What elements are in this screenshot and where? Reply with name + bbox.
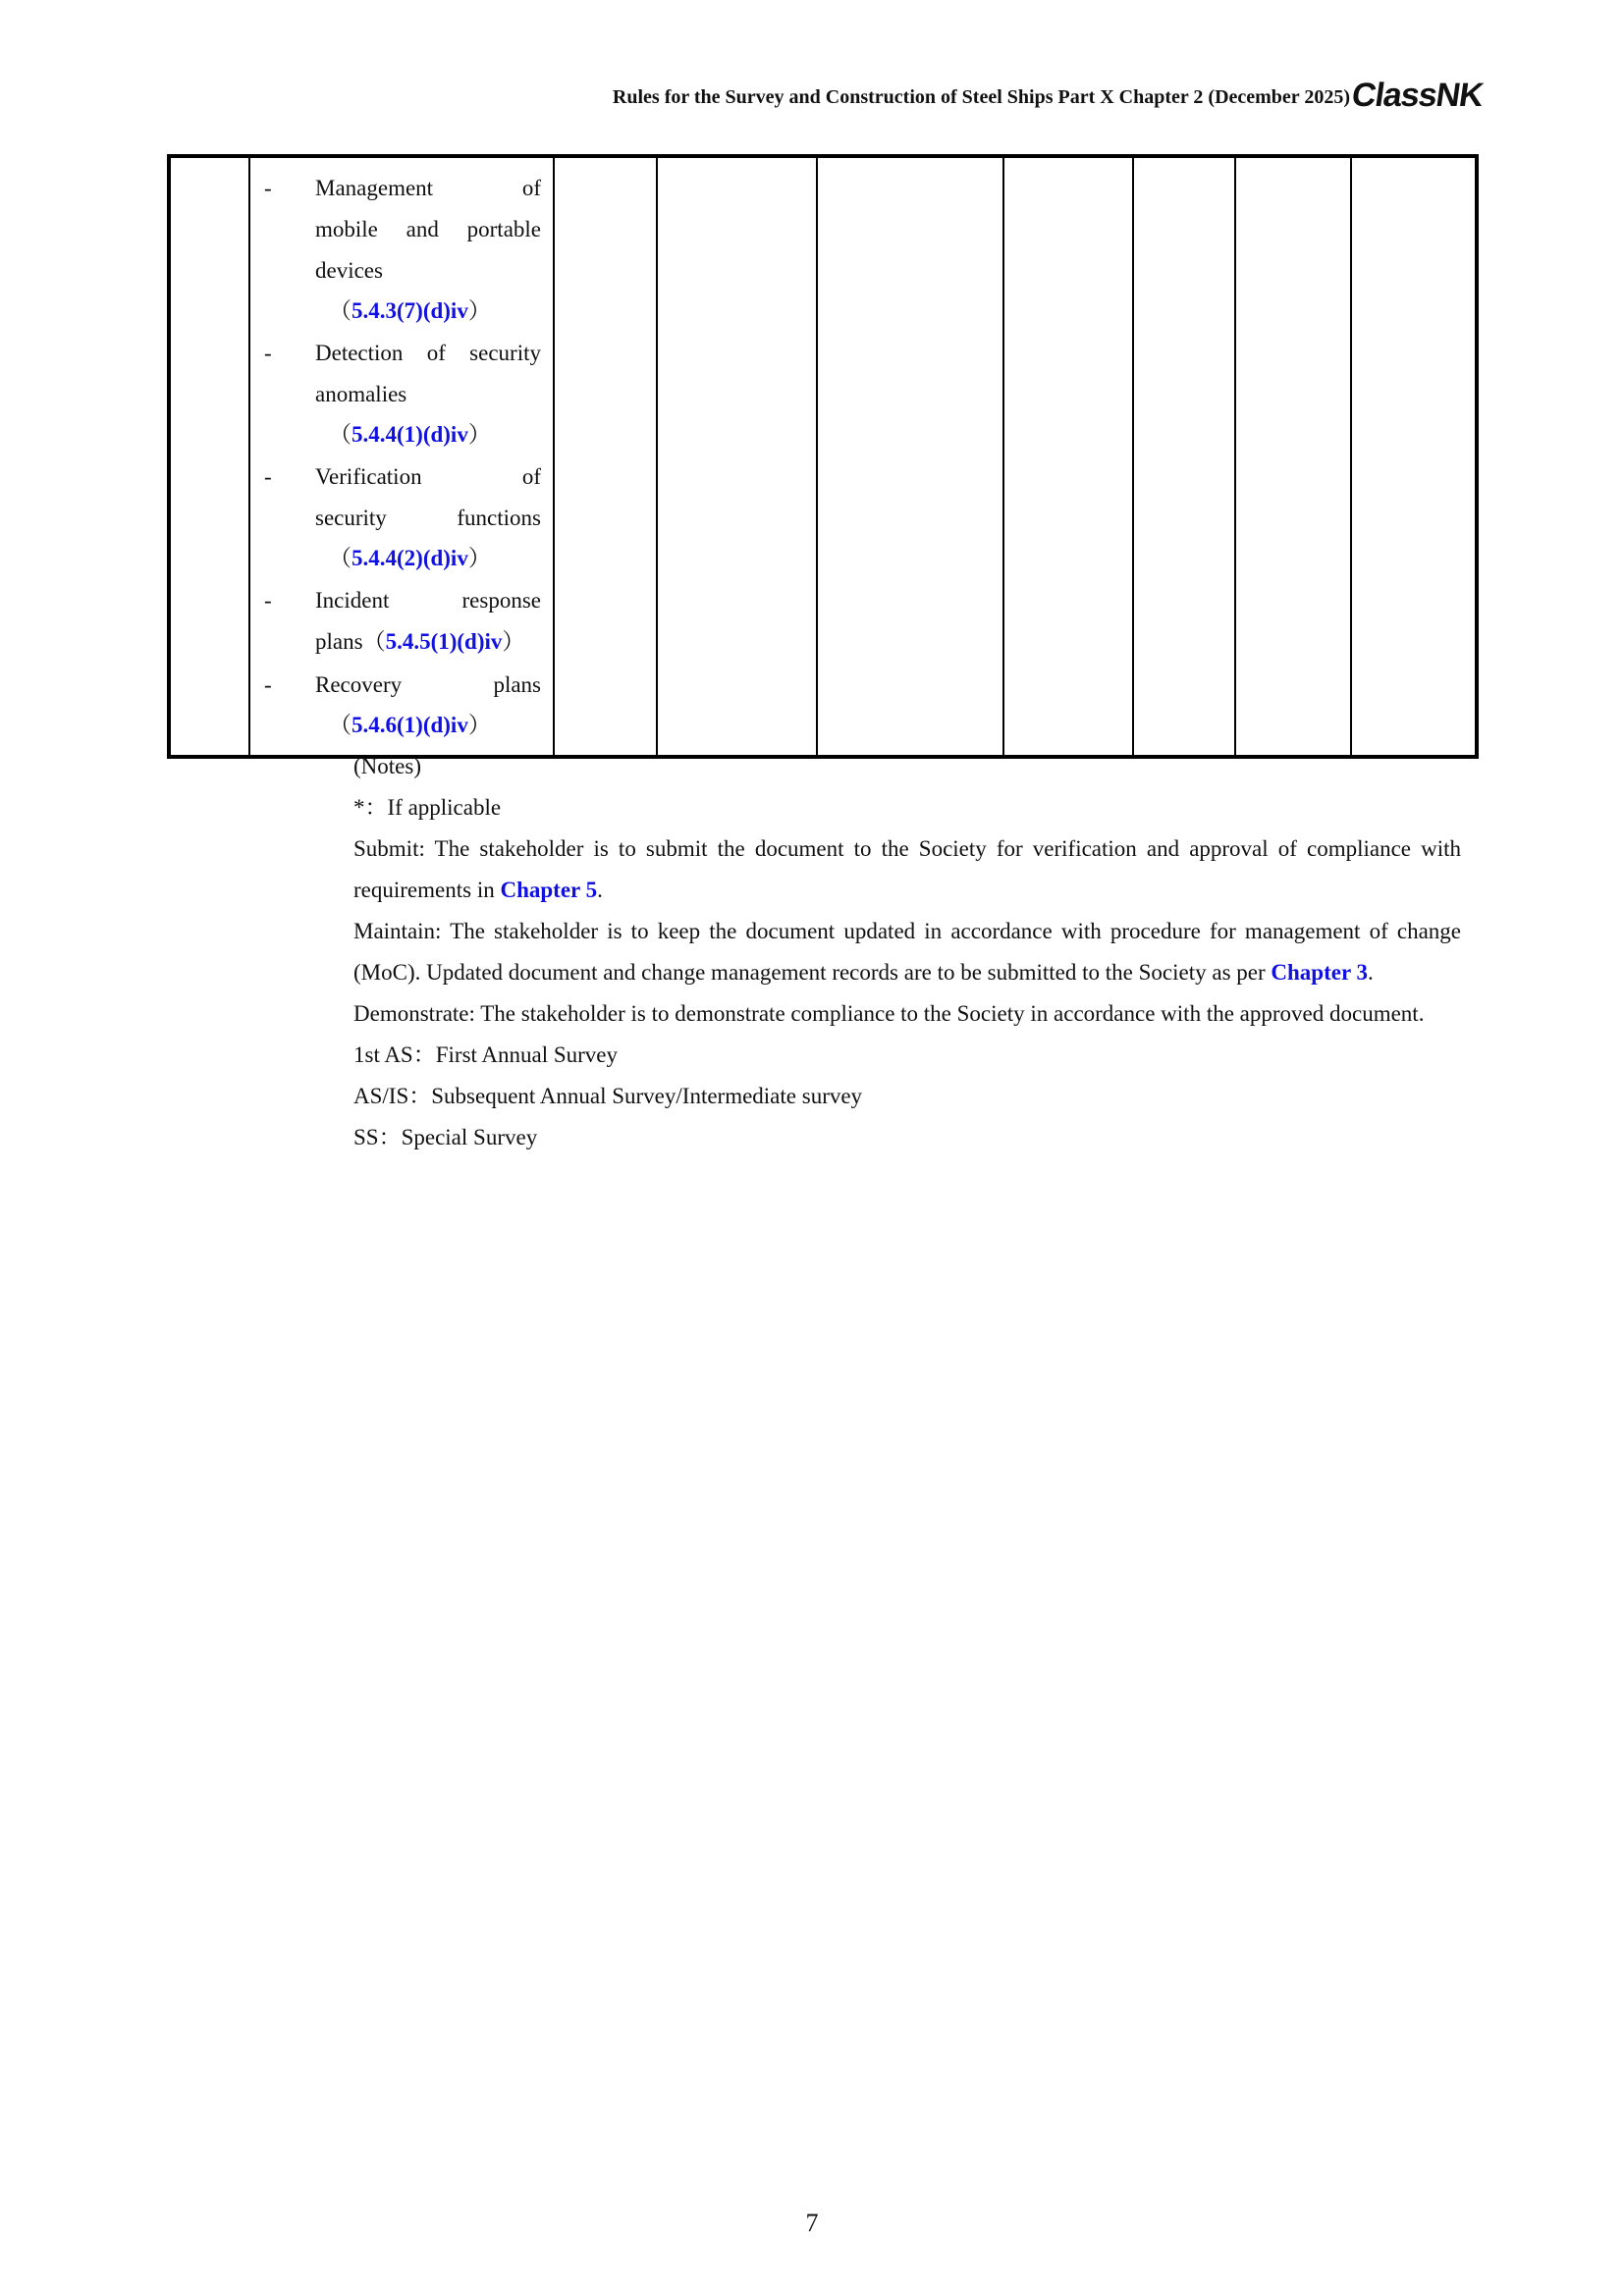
list-bullet: - bbox=[264, 464, 272, 489]
item-text: response bbox=[461, 588, 541, 613]
list-item: - Incident response plans（5.4.5(1)(d)iv） bbox=[264, 580, 541, 663]
item-text: plans bbox=[315, 629, 363, 654]
reference-link[interactable]: 5.4.6(1)(d)iv bbox=[352, 713, 468, 737]
item-text: of bbox=[521, 464, 541, 489]
list-item: - Recovery plans （5.4.6(1)(d)iv） bbox=[264, 665, 541, 745]
note-ss: SS：Special Survey bbox=[353, 1125, 538, 1149]
note-asterisk: *：If applicable bbox=[353, 795, 502, 820]
list-bullet: - bbox=[264, 341, 272, 365]
classnk-logo: ClassNK bbox=[1349, 77, 1486, 114]
item-text: Management bbox=[315, 176, 434, 200]
documents-table bbox=[167, 154, 1479, 759]
item-text: functions bbox=[457, 506, 541, 530]
note-maintain: Maintain: The stakeholder is to keep the document updated in accordance with procedure for management of change (MoC). Updated document and change management records are to be submitted to the Society as per Chapter 3. bbox=[353, 919, 1461, 985]
chapter-3-link[interactable]: Chapter 3 bbox=[1271, 960, 1369, 985]
list-item: - Detection of security anomalies （5.4.4(1)(d)iv） bbox=[264, 333, 541, 454]
item-text: plans bbox=[493, 672, 541, 697]
list-bullet: - bbox=[264, 672, 272, 697]
note-submit: Submit: The stakeholder is to submit the document to the Society for verification and approval of compliance with requirements in Chapter 5. bbox=[353, 836, 1461, 902]
item-text: portable bbox=[466, 217, 541, 241]
reference-link[interactable]: 5.4.5(1)(d)iv bbox=[385, 629, 503, 654]
item-text: mobile bbox=[315, 217, 378, 241]
reference-link[interactable]: 5.4.4(2)(d)iv bbox=[352, 546, 468, 570]
item-text: anomalies bbox=[315, 382, 407, 406]
notes-heading: (Notes) bbox=[353, 754, 421, 778]
table-cell-empty bbox=[169, 156, 249, 757]
item-text: security bbox=[315, 506, 387, 530]
table-cell-empty bbox=[1003, 156, 1133, 757]
document-list-cell bbox=[249, 156, 554, 757]
item-text: of bbox=[521, 176, 541, 200]
item-text: Incident bbox=[315, 588, 390, 613]
table-cell-empty bbox=[817, 156, 1003, 757]
page-number: 7 bbox=[805, 2209, 819, 2237]
item-text: of bbox=[426, 341, 446, 365]
table-cell-empty bbox=[1133, 156, 1235, 757]
table-cell-empty bbox=[657, 156, 817, 757]
note-as-is: AS/IS：Subsequent Annual Survey/Intermediate survey bbox=[353, 1084, 863, 1108]
note-first-as: 1st AS：First Annual Survey bbox=[353, 1042, 619, 1067]
list-item: - Management of mobile and portable devices （5.4.3(7)(d)iv） bbox=[264, 168, 541, 331]
item-text: and bbox=[406, 217, 439, 241]
notes-section bbox=[353, 746, 1461, 1158]
item-text: security bbox=[469, 341, 541, 365]
chapter-5-link[interactable]: Chapter 5 bbox=[500, 878, 598, 902]
item-text: Recovery bbox=[315, 672, 403, 697]
note-demonstrate: Demonstrate: The stakeholder is to demonstrate compliance to the Society in accordance with the approved document. bbox=[353, 1001, 1425, 1026]
table-cell-empty bbox=[554, 156, 657, 757]
list-bullet: - bbox=[264, 176, 272, 200]
reference-link[interactable]: 5.4.3(7)(d)iv bbox=[352, 298, 468, 323]
item-text: Verification bbox=[315, 464, 422, 489]
table-cell-empty bbox=[1351, 156, 1477, 757]
table-cell-empty bbox=[1235, 156, 1351, 757]
list-item: - Verification of security functions （5.4.4(2)(d)iv） bbox=[264, 456, 541, 578]
reference-link[interactable]: 5.4.4(1)(d)iv bbox=[352, 422, 468, 447]
item-text: devices bbox=[315, 258, 383, 283]
table-row bbox=[169, 156, 1477, 757]
page-header bbox=[560, 77, 1486, 116]
item-text: Detection bbox=[315, 341, 404, 365]
header-title: Rules for the Survey and Construction of Steel Ships Part X Chapter 2 (December 2025) bbox=[612, 86, 1350, 108]
list-bullet: - bbox=[264, 588, 272, 613]
